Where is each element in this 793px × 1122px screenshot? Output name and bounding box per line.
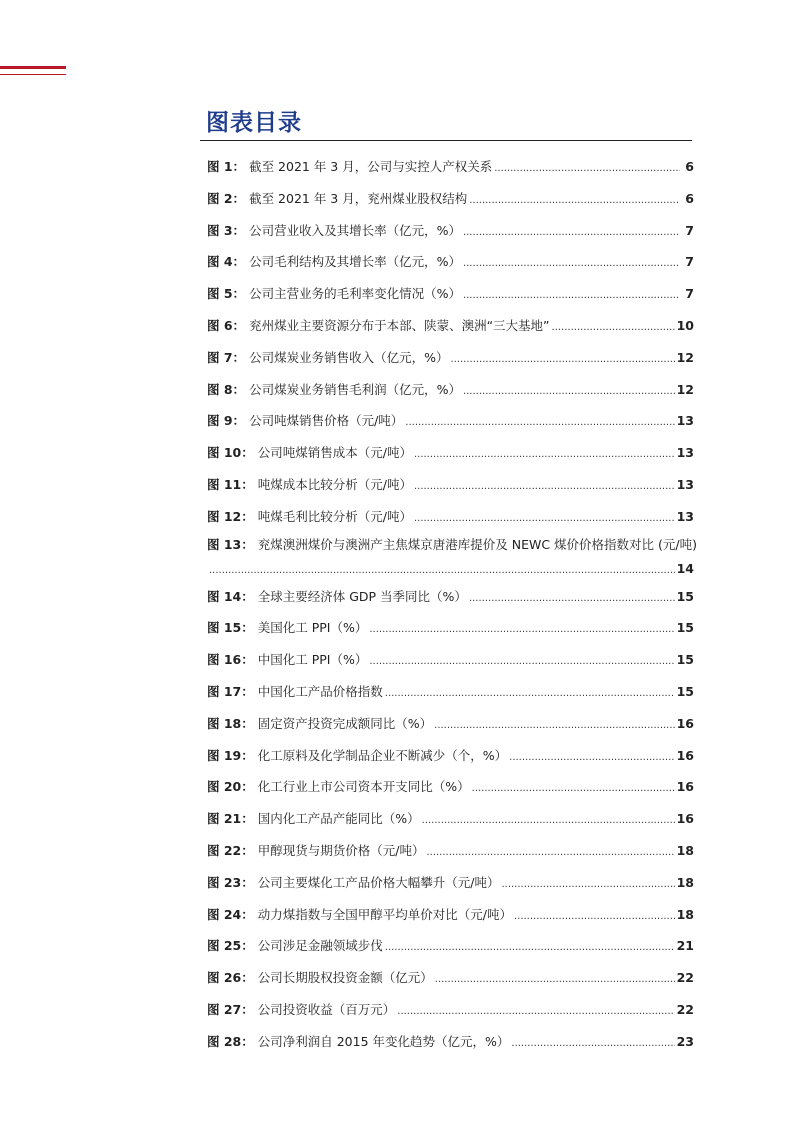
toc-entry[interactable] — [207, 501, 694, 533]
toc-entry[interactable] — [207, 740, 694, 772]
toc-entry-label: 图 6： — [207, 317, 246, 333]
toc-leader-dots — [397, 996, 674, 1028]
toc-entry[interactable] — [207, 183, 694, 215]
toc-entry[interactable] — [207, 533, 697, 581]
toc-entry-label: 图 22： — [207, 842, 254, 858]
toc-entry-label: 图 1： — [207, 159, 246, 174]
toc-entry[interactable] — [207, 405, 694, 437]
toc-entry[interactable] — [207, 994, 694, 1026]
toc-entry-page: 18 — [676, 842, 694, 858]
toc-leader-dots — [414, 503, 675, 535]
toc-entry-text: 美国化工 PPI（%） — [257, 620, 368, 636]
toc-leader-dots — [369, 646, 674, 678]
toc-entry[interactable] — [207, 437, 694, 469]
toc-entry-page: 15 — [676, 652, 694, 668]
toc-leader-dots — [385, 678, 675, 710]
toc-entry-page: 16 — [676, 779, 694, 795]
toc-entry[interactable] — [207, 374, 694, 406]
toc-entry-label: 图 10： — [207, 445, 254, 461]
toc-entry-page: 13 — [676, 413, 694, 429]
toc-entry-label: 图 17： — [207, 683, 254, 699]
toc-entry-text: 中国化工 PPI（%） — [257, 652, 368, 668]
toc-entry-text: 公司主营业务的毛利率变化情况（%） — [249, 286, 461, 302]
toc-entry-page: 6 — [685, 159, 694, 174]
toc-entry-label: 图 23： — [207, 874, 254, 890]
toc-entry-label: 图 24： — [207, 906, 254, 922]
toc-entry[interactable] — [207, 612, 694, 644]
toc-entry[interactable] — [207, 771, 694, 803]
toc-leader-dots — [463, 376, 675, 408]
toc-entry-label: 图 16： — [207, 652, 254, 668]
toc-entry[interactable] — [207, 867, 694, 899]
toc-list — [207, 151, 697, 1058]
toc-entry[interactable] — [207, 835, 694, 867]
toc-leader-dots — [435, 964, 675, 996]
toc-entry[interactable] — [207, 644, 694, 676]
toc-leader-dots — [422, 805, 675, 837]
toc-entry-page: 16 — [676, 715, 694, 731]
toc-entry-label: 图 28： — [207, 1033, 254, 1049]
toc-entry-label: 图 15： — [207, 620, 254, 636]
toc-entry[interactable] — [207, 151, 694, 183]
toc-entry-page: 18 — [676, 906, 694, 922]
toc-entry-text: 公司吨煤销售价格（元/吨） — [249, 413, 404, 429]
toc-entry-text: 化工行业上市公司资本开支同比（%） — [257, 779, 470, 795]
toc-entry-page: 18 — [676, 874, 694, 890]
toc-leader-dots — [414, 439, 675, 471]
toc-entry-page: 22 — [676, 970, 694, 986]
toc-entry-text: 兖州煤业主要资源分布于本部、陕蒙、澳洲“三大基地” — [249, 317, 550, 333]
brand-bar-thick — [0, 66, 66, 69]
toc-leader-dots — [369, 614, 674, 646]
toc-leader-dots — [463, 217, 680, 249]
toc-entry-label: 图 27： — [207, 1001, 254, 1017]
toc-leader-dots — [514, 901, 675, 933]
toc-leader-dots — [469, 583, 675, 615]
toc-entry-label: 图 5： — [207, 286, 246, 302]
toc-entry-text: 公司投资收益（百万元） — [257, 1001, 396, 1017]
toc-entry-page: 15 — [676, 588, 694, 604]
toc-entry-page: 7 — [685, 286, 694, 302]
toc-leader-dots — [426, 837, 674, 869]
toc-leader-dots — [463, 248, 680, 280]
toc-leader-dots — [209, 559, 675, 583]
toc-entry-label: 图 20： — [207, 779, 254, 795]
toc-entry[interactable] — [207, 469, 694, 501]
toc-leader-dots — [414, 471, 675, 503]
toc-entry-label: 图 14： — [207, 588, 254, 604]
toc-leader-dots — [494, 153, 680, 185]
toc-entry-text: 公司吨煤销售成本（元/吨） — [257, 445, 412, 461]
toc-entry-label: 图 2： — [207, 190, 246, 206]
toc-entry-page: 21 — [676, 938, 694, 954]
toc-entry[interactable] — [207, 803, 694, 835]
toc-entry-text: 甲醇现货与期货价格（元/吨） — [257, 842, 425, 858]
toc-entry-page: 22 — [676, 1001, 694, 1017]
toc-entry-page: 7 — [685, 254, 694, 270]
toc-entry[interactable] — [207, 278, 694, 310]
toc-entry-text: 截至 2021 年 3 月，公司与实控人产权关系 — [249, 159, 493, 174]
toc-entry[interactable] — [207, 1026, 694, 1058]
toc-entry-page: 13 — [676, 445, 694, 461]
toc-leader-dots — [511, 1028, 674, 1060]
toc-entry-text: 化工原料及化学制品企业不断减少（个，%） — [257, 747, 508, 763]
toc-leader-dots — [469, 185, 680, 217]
toc-entry-text: 公司净利润自 2015 年变化趋势（亿元，%） — [257, 1033, 510, 1049]
toc-entry-text: 固定资产投资完成额同比（%） — [257, 715, 433, 731]
toc-entry-text: 公司涉足金融领域步伐 — [257, 938, 383, 954]
toc-entry-label: 图 11： — [207, 476, 254, 492]
toc-entry-label: 图 19： — [207, 747, 254, 763]
toc-entry[interactable] — [207, 342, 694, 374]
toc-entry-page: 12 — [676, 381, 694, 397]
title-divider — [200, 140, 692, 141]
toc-entry-page: 13 — [676, 476, 694, 492]
toc-entry-page: 16 — [676, 747, 694, 763]
toc-entry-text: 兖煤澳洲煤价与澳洲产主焦煤京唐港库提价及 NEWC 煤价价格指数对比 (元/吨) — [257, 536, 697, 552]
toc-entry-label: 图 9： — [207, 413, 246, 429]
toc-entry[interactable] — [207, 930, 694, 962]
toc-leader-dots — [434, 710, 674, 742]
toc-entry-page: 6 — [685, 190, 694, 206]
toc-entry-page: 13 — [676, 508, 694, 524]
toc-entry-page: 14 — [676, 560, 694, 576]
toc-entry-page: 12 — [676, 349, 694, 365]
toc-entry[interactable] — [207, 676, 694, 708]
toc-entry-text: 国内化工产品产能同比（%） — [257, 811, 420, 827]
toc-entry[interactable] — [207, 310, 694, 342]
toc-leader-dots — [463, 280, 680, 312]
toc-leader-dots — [472, 773, 675, 805]
toc-entry-page: 15 — [676, 683, 694, 699]
toc-entry-text: 中国化工产品价格指数 — [257, 683, 383, 699]
toc-entry-label: 图 25： — [207, 938, 254, 954]
toc-entry-page: 23 — [676, 1033, 694, 1049]
toc-entry-label: 图 26： — [207, 970, 254, 986]
toc-entry-page: 7 — [685, 222, 694, 238]
toc-entry-text: 全球主要经济体 GDP 当季同比（%） — [257, 588, 467, 604]
toc-entry[interactable] — [207, 215, 694, 247]
toc-entry-text: 公司煤炭业务销售毛利润（亿元，%） — [249, 381, 461, 397]
brand-bar-thin — [0, 74, 66, 75]
toc-entry-text: 公司煤炭业务销售收入（亿元，%） — [249, 349, 449, 365]
page-title: 图表目录 — [206, 110, 302, 136]
toc-leader-dots — [405, 407, 674, 439]
toc-entry-text: 公司主要煤化工产品价格大幅攀升（元/吨） — [257, 874, 500, 890]
toc-entry-label: 图 21： — [207, 811, 254, 827]
toc-entry-label: 图 18： — [207, 715, 254, 731]
toc-entry-page: 10 — [676, 317, 694, 333]
toc-entry-text: 吨煤成本比较分析（元/吨） — [257, 476, 412, 492]
toc-entry-label: 图 7： — [207, 349, 246, 365]
toc-entry-page: 16 — [676, 811, 694, 827]
toc-leader-dots — [509, 742, 674, 774]
toc-entry-text: 截至 2021 年 3 月，兖州煤业股权结构 — [249, 190, 468, 206]
toc-entry-page: 15 — [676, 620, 694, 636]
toc-entry-label: 图 4： — [207, 254, 246, 270]
toc-entry[interactable] — [207, 581, 694, 613]
toc-leader-dots — [501, 869, 674, 901]
toc-leader-dots — [552, 312, 675, 344]
toc-entry-text: 动力煤指数与全国甲醇平均单价对比（元/吨） — [257, 906, 512, 922]
toc-entry-text: 吨煤毛利比较分析（元/吨） — [257, 508, 412, 524]
toc-entry[interactable] — [207, 899, 694, 931]
toc-entry-text: 公司毛利结构及其增长率（亿元，%） — [249, 254, 461, 270]
toc-leader-dots — [450, 344, 674, 376]
toc-entry[interactable] — [207, 708, 694, 740]
toc-entry-label: 图 8： — [207, 381, 246, 397]
toc-entry-text: 公司长期股权投资金额（亿元） — [257, 970, 433, 986]
toc-leader-dots — [385, 932, 675, 964]
toc-entry-label: 图 13： — [207, 536, 254, 552]
toc-entry-label: 图 12： — [207, 508, 254, 524]
toc-entry-text: 公司营业收入及其增长率（亿元，%） — [249, 222, 461, 238]
toc-entry[interactable] — [207, 246, 694, 278]
toc-entry[interactable] — [207, 962, 694, 994]
toc-entry-label: 图 3： — [207, 222, 246, 238]
